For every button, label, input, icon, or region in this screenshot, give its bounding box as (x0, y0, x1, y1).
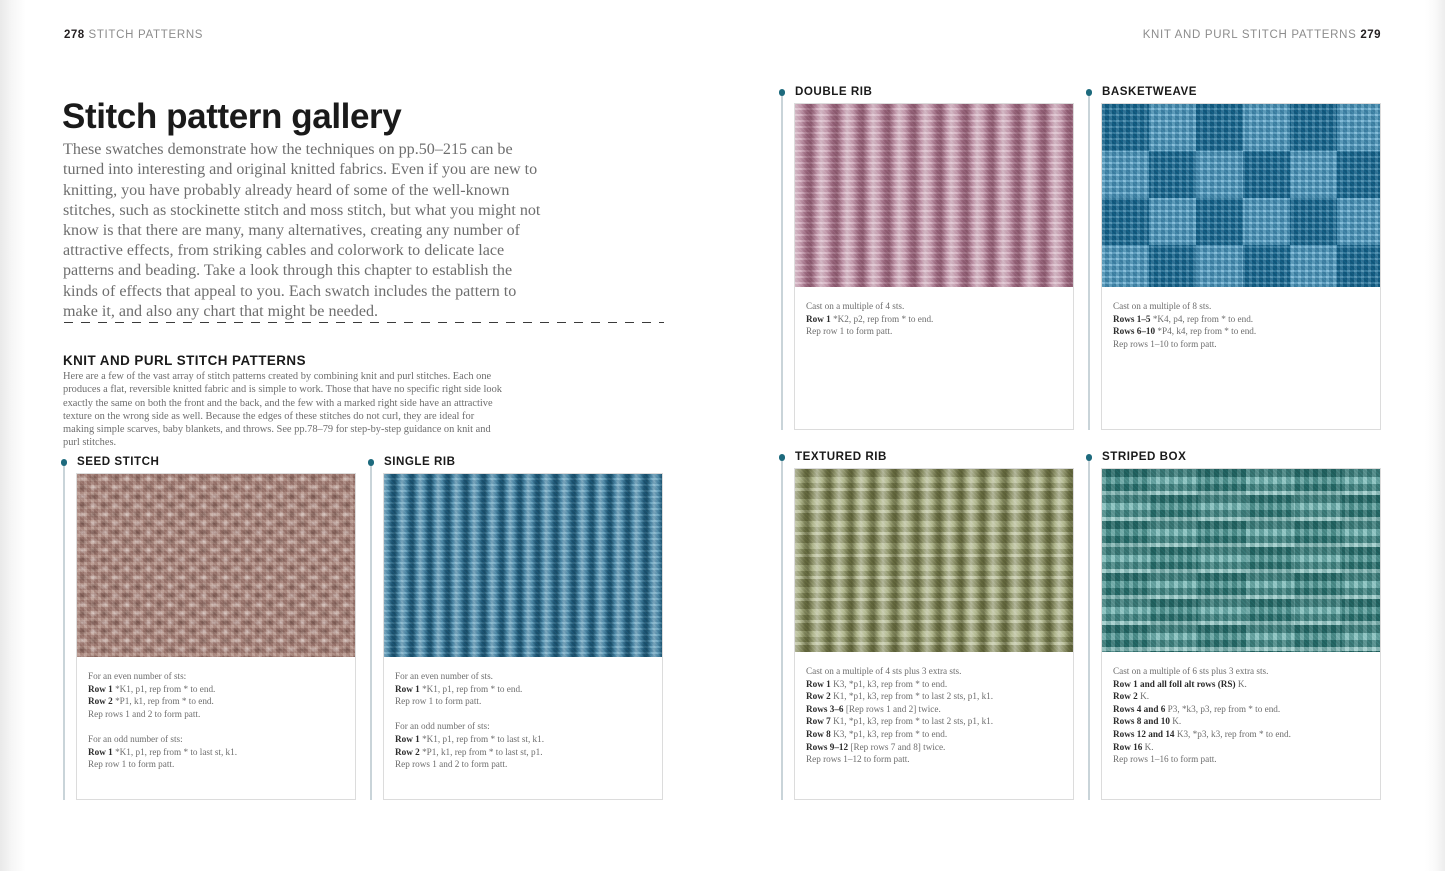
instruction-row-label: Row 1 and all foll alt rows (RS) (1113, 678, 1236, 689)
running-head-left-label: STITCH PATTERNS (88, 29, 204, 41)
instruction-line: Row 1 *K1, p1, rep from * to last st, k1. (395, 733, 545, 744)
instruction-line: Row 8 K3, *p1, k3, rep from * to end. (806, 728, 948, 739)
instruction-line: Rows 4 and 6 P3, *k3, p3, rep from * to end. (1113, 703, 1281, 714)
instruction-line: Row 7 K1, *p1, k3, rep from * to last 2 sts, p1, k1. (806, 716, 994, 727)
section-body-text: Here are a few of the vast array of stitch patterns created by combining knit and purl stitches. Each one produces a flat, reversible knitted fabric and is simple to work. Those that have no specific right side look exactly the same on both the front and the back, and the few with a marked right side have an attractive texture on the wrong side as well. Because the edges of these stitches do not curl, they are ideal for making simple scarves, baby blankets, and throws. See pp.78–79 for step-by-step guidance on knit and purl stitches. (63, 371, 502, 448)
pattern-instructions (395, 670, 652, 771)
instruction-row-label: Row 16 (1113, 741, 1143, 752)
pattern-instructions (88, 670, 345, 771)
card-bullet-dot-icon (779, 89, 786, 96)
instruction-line: Rep rows 1 and 2 to form patt. (395, 759, 508, 770)
card-double-rib (781, 85, 1074, 430)
section-heading: KNIT AND PURL STITCH PATTERNS (63, 353, 306, 369)
card-seed-stitch (63, 455, 356, 800)
instruction-line: Row 2 *P1, k1, rep from * to end. (88, 696, 214, 707)
instruction-line: Rep row 1 to form patt. (395, 696, 482, 707)
left-page-edge-shadow (0, 0, 26, 871)
instruction-line: Rows 9–12 [Rep rows 7 and 8] twice. (806, 741, 946, 752)
card-basketweave (1088, 85, 1381, 430)
instruction-line: Rep rows 1–10 to form patt. (1113, 338, 1217, 349)
card-frame (76, 473, 356, 800)
swatch-image-single-rib (384, 474, 662, 657)
instruction-row-label: Rows 6–10 (1113, 326, 1156, 337)
instruction-line: Row 1 K3, *p1, k3, rep from * to end. (806, 678, 948, 689)
card-frame (1101, 103, 1381, 430)
instruction-line: Row 2 K. (1113, 691, 1149, 702)
instruction-line: For an odd number of sts: (88, 733, 183, 744)
instruction-row-label: Rows 1–5 (1113, 313, 1151, 324)
instruction-line: Rows 8 and 10 K. (1113, 716, 1182, 727)
instruction-line: For an odd number of sts: (395, 721, 490, 732)
card-bullet-dot-icon (779, 454, 786, 461)
instruction-row-label: Row 2 (88, 696, 113, 707)
instruction-line: Row 2 K1, *p1, k3, rep from * to last 2 sts, p1, k1. (806, 691, 994, 702)
pattern-instructions (1113, 300, 1370, 350)
instruction-line: Rep row 1 to form patt. (806, 326, 893, 337)
card-bullet-dot-icon (1086, 454, 1093, 461)
instruction-row-label: Row 2 (806, 691, 831, 702)
instruction-line: For an even number of sts. (395, 671, 493, 681)
swatch-image-double-rib (795, 104, 1073, 287)
instruction-row-label: Rows 12 and 14 (1113, 728, 1175, 739)
card-accent-rule (1088, 456, 1090, 800)
instruction-row-label: Rows 4 and 6 (1113, 703, 1166, 714)
pattern-instructions (806, 300, 1063, 338)
swatch-image-striped-box (1102, 469, 1380, 652)
instruction-line: Row 1 *K1, p1, rep from * to end. (395, 683, 523, 694)
instruction-line: Row 2 *P1, k1, rep from * to last st, p1. (395, 746, 543, 757)
instruction-row-label: Row 1 (88, 683, 113, 694)
instruction-line: For an even number of sts: (88, 671, 187, 681)
instruction-row-label: Row 7 (806, 716, 831, 727)
right-page-edge-shadow (1425, 0, 1445, 871)
instruction-line: Cast on a multiple of 8 sts. (1113, 301, 1212, 311)
swatch-image-textured-rib (795, 469, 1073, 652)
swatch-image-basketweave (1102, 104, 1380, 287)
card-accent-rule (781, 91, 783, 430)
instruction-line: Rows 3–6 [Rep rows 1 and 2] twice. (806, 703, 941, 714)
instruction-line: Cast on a multiple of 4 sts plus 3 extra sts. (806, 666, 962, 676)
instruction-row-label: Rows 8 and 10 (1113, 716, 1170, 727)
card-bullet-dot-icon (368, 459, 375, 466)
instruction-line: Cast on a multiple of 6 sts plus 3 extra sts. (1113, 666, 1269, 676)
instruction-row-label: Row 2 (1113, 691, 1138, 702)
instruction-row-label: Row 1 (88, 746, 113, 757)
card-single-rib (370, 455, 663, 800)
instruction-row-label: Row 8 (806, 728, 831, 739)
instruction-line: Rep rows 1–12 to form patt. (806, 754, 910, 765)
instruction-line: Row 1 and all foll alt rows (RS) K. (1113, 678, 1247, 689)
instruction-spacer (395, 708, 652, 721)
page-number-left: 278 (64, 29, 85, 41)
card-accent-rule (370, 461, 372, 800)
card-title: DOUBLE RIB (795, 85, 873, 98)
card-accent-rule (781, 456, 783, 800)
instruction-line: Rows 6–10 *P4, k4, rep from * to end. (1113, 326, 1257, 337)
running-head-left (64, 29, 203, 41)
card-title: SEED STITCH (77, 455, 160, 468)
page-title: Stitch pattern gallery (62, 97, 402, 137)
instruction-line: Rows 12 and 14 K3, *p3, k3, rep from * to end. (1113, 728, 1291, 739)
instruction-line: Row 1 *K1, p1, rep from * to end. (88, 683, 216, 694)
page-number-right: 279 (1360, 29, 1381, 41)
instruction-line: Row 1 *K2, p2, rep from * to end. (806, 313, 934, 324)
card-title: STRIPED BOX (1102, 450, 1187, 463)
intro-paragraph: These swatches demonstrate how the techniques on pp.50–215 can be turned into interesting and original knitted fabrics. Even if you are new to knitting, you have probably already heard of some of the well-known stitches, such as stockinette stitch and moss stitch, but what you might not know is that there are many, many alternatives, creating any number of attractive effects, from striking cables and colorwork to delicate lace patterns and beading. Take a look through this chapter to establish the kinds of effects that appeal to you. Each swatch includes the pattern to make it, and also any chart that might be needed. (63, 141, 541, 320)
card-striped-box (1088, 450, 1381, 800)
instruction-row-label: Row 1 (395, 733, 420, 744)
card-bullet-dot-icon (1086, 89, 1093, 96)
running-head-right (1143, 29, 1381, 41)
pattern-instructions (806, 665, 1063, 766)
instruction-row-label: Rows 9–12 (806, 741, 849, 752)
instruction-line: Row 16 K. (1113, 741, 1154, 752)
card-frame (794, 468, 1074, 800)
card-title: BASKETWEAVE (1102, 85, 1198, 98)
instruction-line: Row 1 *K1, p1, rep from * to last st, k1. (88, 746, 238, 757)
card-frame (383, 473, 663, 800)
card-textured-rib (781, 450, 1074, 800)
instruction-line: Rep row 1 to form patt. (88, 759, 175, 770)
dashed-divider (64, 322, 664, 323)
instruction-line: Rows 1–5 *K4, p4, rep from * to end. (1113, 313, 1254, 324)
card-title: TEXTURED RIB (795, 450, 887, 463)
instruction-row-label: Row 1 (806, 678, 831, 689)
running-head-right-label: KNIT AND PURL STITCH PATTERNS (1142, 29, 1357, 41)
instruction-row-label: Row 2 (395, 746, 420, 757)
instruction-row-label: Row 1 (806, 313, 831, 324)
instruction-line: Cast on a multiple of 4 sts. (806, 301, 905, 311)
card-accent-rule (63, 461, 65, 800)
instruction-row-label: Row 1 (395, 683, 420, 694)
pattern-instructions (1113, 665, 1370, 766)
swatch-image-seed-stitch (77, 474, 355, 657)
instruction-row-label: Rows 3–6 (806, 703, 844, 714)
card-bullet-dot-icon (61, 459, 68, 466)
instruction-line: Rep rows 1 and 2 to form patt. (88, 708, 201, 719)
card-frame (794, 103, 1074, 430)
card-accent-rule (1088, 91, 1090, 430)
instruction-spacer (88, 720, 345, 733)
instruction-line: Rep rows 1–16 to form patt. (1113, 754, 1217, 765)
card-title: SINGLE RIB (384, 455, 456, 468)
card-frame (1101, 468, 1381, 800)
